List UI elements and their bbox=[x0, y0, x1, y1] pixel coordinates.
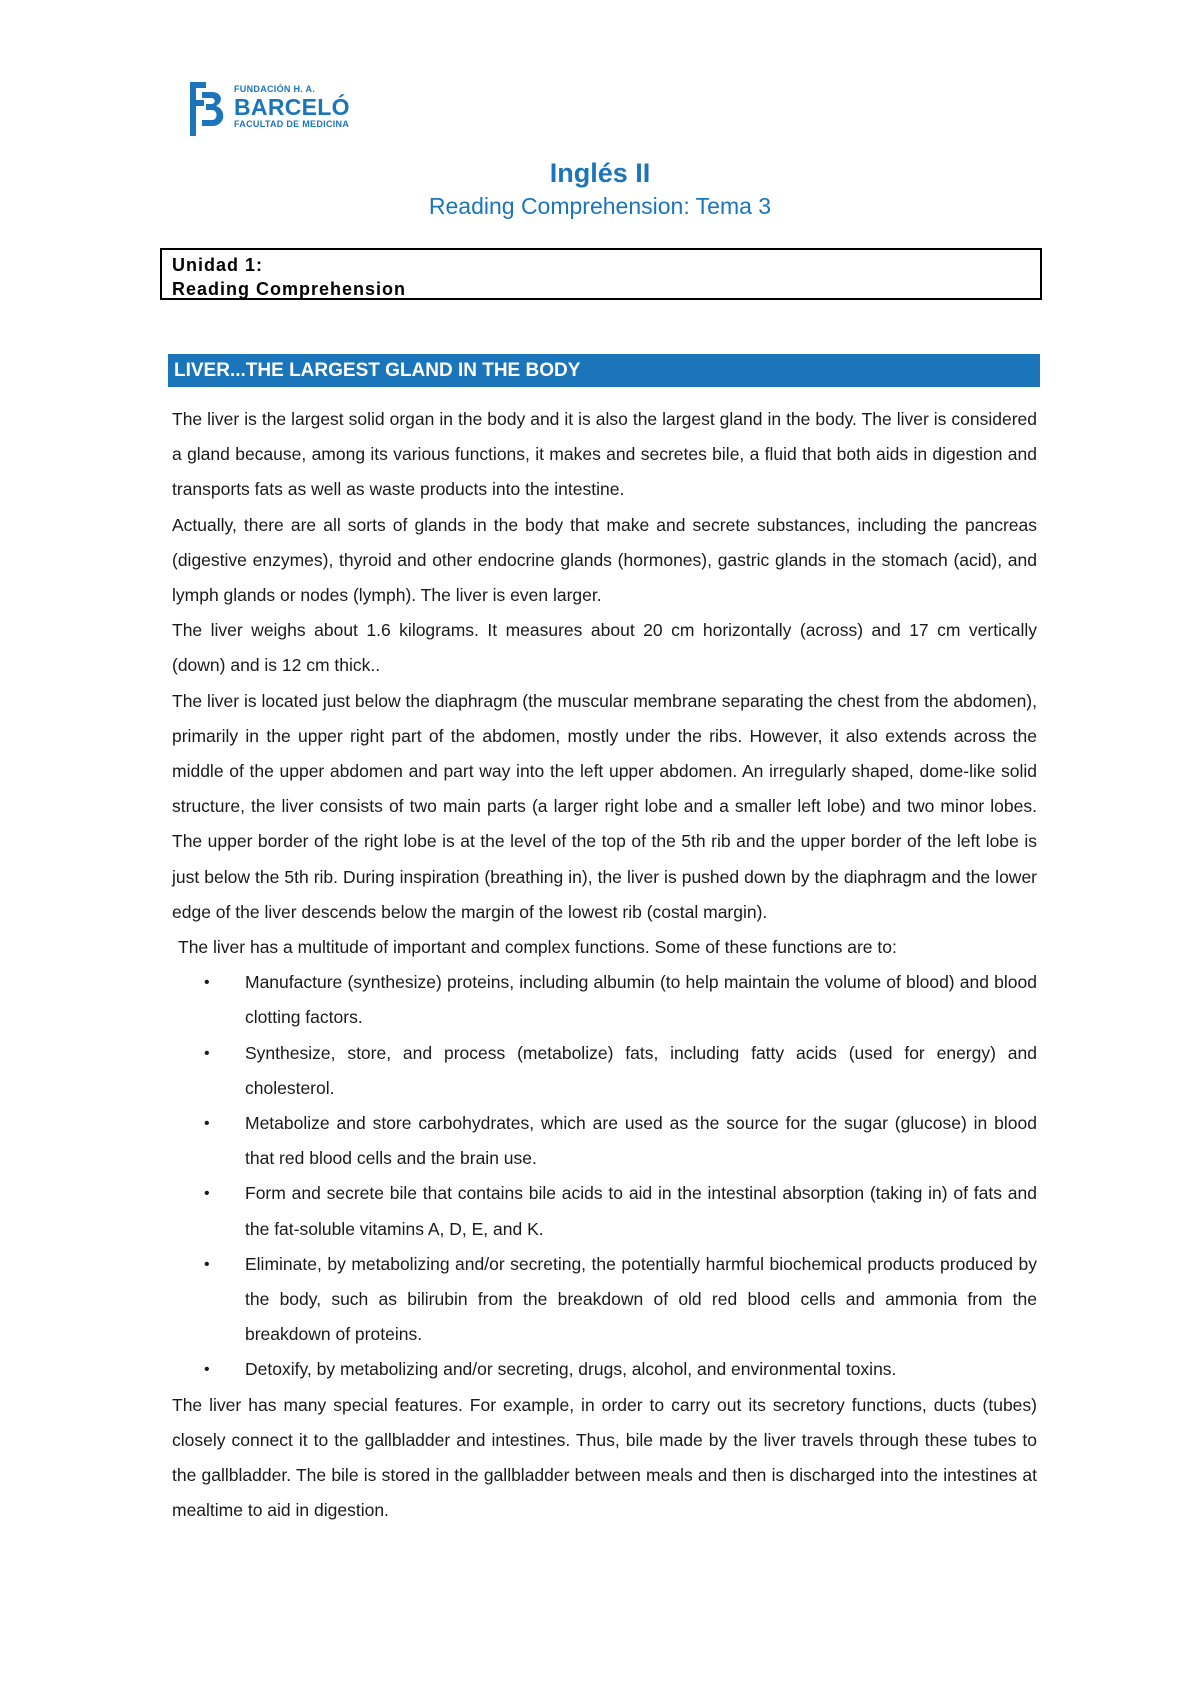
institution-logo bbox=[182, 78, 362, 148]
bullet-icon: • bbox=[204, 1255, 210, 1273]
bullet-icon: • bbox=[204, 1044, 210, 1062]
bullet-icon: • bbox=[204, 1361, 210, 1379]
bullet-icon: • bbox=[204, 1185, 210, 1203]
unit-number: Unidad 1: bbox=[172, 255, 264, 275]
unit-topic: Reading Comprehension bbox=[172, 279, 407, 299]
paragraph: The liver is located just below the diaphragm (the muscular membrane separating the chest from the abdomen), primarily in the upper right part of the abdomen, mostly under the ribs. However, it also extends across the middle of the upper abdomen and part way into the left upper abdomen. An irregularly shaped, dome-like solid structure, the liver consists of two main parts (a larger right lobe and a smaller left lobe) and two minor lobes. The upper border of the right lobe is at the level of the top of the 5th rib and the upper border of the left lobe is just below the 5th rib. During inspiration (breathing in), the liver is pushed down by the diaphragm and the lower edge of the liver descends below the margin of the lowest rib (costal margin). bbox=[172, 690, 1037, 922]
list-item-text: Metabolize and store carbohydrates, which are used as the source for the sugar (glucose) in blood that red blood cells and the brain use. bbox=[245, 1113, 1037, 1169]
paragraph: Actually, there are all sorts of glands in the body that make and secrete substances, including the pancreas (digestive enzymes), thyroid and other endocrine glands (hormones), gastric glands in the stomach (acid), and lymph glands or nodes (lymph). The liver is even larger. bbox=[172, 514, 1037, 606]
article-body bbox=[172, 402, 1037, 1529]
functions-intro: The liver has a multitude of important and complex functions. Some of these functions are to: bbox=[178, 937, 897, 958]
unit-box bbox=[160, 248, 1042, 300]
document-title: Inglés II bbox=[549, 158, 651, 188]
bullet-icon: • bbox=[204, 974, 210, 992]
list-item-text: Detoxify, by metabolizing and/or secreting, drugs, alcohol, and environmental toxins. bbox=[245, 1359, 897, 1380]
paragraph: The liver has many special features. For example, in order to carry out its secretory functions, ducts (tubes) closely connect it to the gallbladder and intestines. Thus, bile made by the liver travels through these tubes to the gallbladder. The bile is stored in the gallbladder between meals and then is discharged into the intestines at mealtime to aid in digestion. bbox=[172, 1394, 1037, 1521]
logo-name-text: BARCELÓ bbox=[234, 94, 350, 120]
fb-monogram-icon bbox=[182, 78, 230, 140]
list-item bbox=[204, 965, 1037, 1035]
list-item bbox=[204, 1176, 1037, 1246]
section-heading: LIVER...THE LARGEST GLAND IN THE BODY bbox=[168, 354, 1040, 387]
document-subtitle: Reading Comprehension: Tema 3 bbox=[428, 193, 772, 219]
paragraph: The liver is the largest solid organ in the body and it is also the largest gland in the body. The liver is considered a gland because, among its various functions, it makes and secretes bile, a fluid that both aids in digestion and transports fats as well as waste products into the intestine. bbox=[172, 409, 1037, 500]
list-item-text: Synthesize, store, and process (metabolize) fats, including fatty acids (used for energy) and cholesterol. bbox=[245, 1042, 1037, 1098]
functions-list bbox=[172, 965, 1037, 1387]
list-item-text: Eliminate, by metabolizing and/or secreting, the potentially harmful biochemical products produced by the body, such as bilirubin from the breakdown of old red blood cells and ammonia from the breakdown of proteins. bbox=[245, 1253, 1037, 1345]
logo-faculty-text: FACULTAD DE MEDICINA bbox=[234, 119, 350, 129]
logo-foundation-text: FUNDACIÓN H. A. bbox=[234, 84, 316, 94]
bullet-icon: • bbox=[204, 1115, 210, 1133]
paragraph: The liver weighs about 1.6 kilograms. It measures about 20 cm horizontally (across) and 17 cm vertically (down) and is 12 cm thick.. bbox=[172, 620, 1037, 676]
list-item bbox=[204, 1352, 1037, 1387]
list-item bbox=[204, 1036, 1037, 1106]
list-item-text: Form and secrete bile that contains bile acids to aid in the intestinal absorption (taking in) of fats and the fat-soluble vitamins A, D, E, and K. bbox=[245, 1183, 1037, 1239]
list-item bbox=[204, 1247, 1037, 1353]
list-item bbox=[204, 1106, 1037, 1176]
list-item-text: Manufacture (synthesize) proteins, including albumin (to help maintain the volume of blood) and blood clotting factors. bbox=[245, 972, 1037, 1028]
